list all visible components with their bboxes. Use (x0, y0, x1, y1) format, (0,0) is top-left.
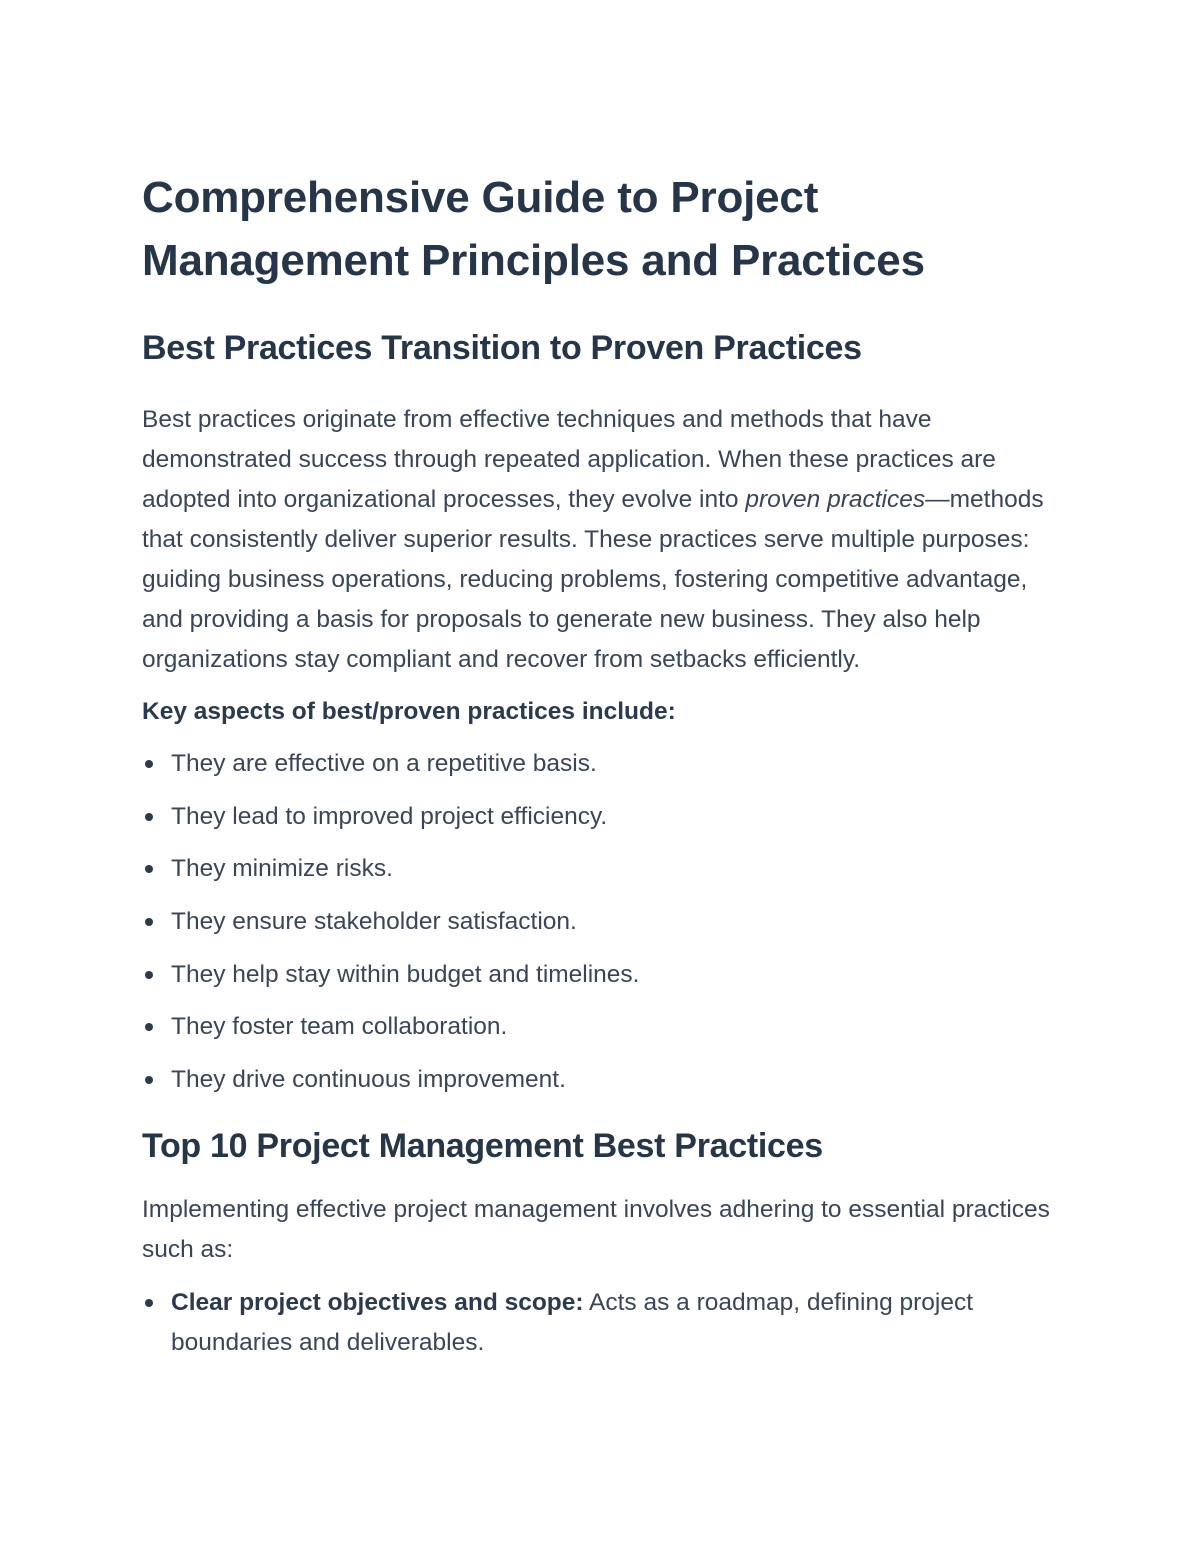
intro-paragraph-start: Best practices originate from effective techniques and methods that have demonstrated success through repeated application. When these practices are adopted into organizational processes, they evolve into (142, 406, 996, 513)
bullet-icon (145, 1299, 153, 1307)
list-item-text: They drive continuous improvement. (171, 1066, 566, 1094)
bullet-icon (145, 813, 153, 821)
list-item (142, 1283, 1072, 1363)
list-item (142, 902, 1072, 942)
key-aspects-list (142, 744, 1072, 1100)
list-item-text: They minimize risks. (171, 855, 393, 883)
bullet-icon (145, 760, 153, 768)
list-item (142, 849, 1072, 889)
list-item (142, 955, 1072, 995)
document-page (142, 166, 1072, 1363)
list-item (142, 1007, 1072, 1047)
bullet-icon (145, 865, 153, 873)
list-item-text: They are effective on a repetitive basis. (171, 750, 597, 777)
bullet-icon (145, 971, 153, 979)
bullet-icon (145, 1023, 153, 1031)
proven-practices-emphasis: proven practices (745, 486, 926, 513)
document-title: Comprehensive Guide to Project Management Principles and Practices (142, 173, 925, 285)
section-heading-proven-practices: Best Practices Transition to Proven Practices (142, 329, 862, 367)
list-item-text: They foster team collaboration. (171, 1013, 508, 1041)
list-item (142, 797, 1072, 837)
practice-label: Clear project objectives and scope: (171, 1289, 584, 1317)
intro-paragraph-end: —methods that consistently deliver superior results. These practices serve multiple purposes: guiding business operations, reducing problems, fostering competitive advantage, and providing a basis for proposals to generate new business. They also help organizations stay compliant and recover from setbacks efficiently. (142, 486, 1044, 673)
list-item-text: They lead to improved project efficiency. (171, 802, 608, 830)
practice-text: Acts as a roadmap, defining project boundaries and deliverables. (171, 1289, 974, 1357)
top-10-intro-paragraph: Implementing effective project management involves adhering to essential practices such as: (142, 1196, 1050, 1264)
list-item-text: They ensure stakeholder satisfaction. (171, 908, 577, 936)
list-item (142, 744, 1072, 784)
list-item (142, 1060, 1072, 1100)
bullet-icon (145, 918, 153, 926)
section-heading-top-10: Top 10 Project Management Best Practices (142, 1127, 823, 1166)
bullet-icon (145, 1076, 153, 1084)
intro-paragraph (142, 400, 1072, 680)
best-practices-list (142, 1283, 1072, 1363)
list-item-text: They help stay within budget and timelines. (171, 960, 640, 988)
key-aspects-heading: Key aspects of best/proven practices include: (142, 698, 676, 725)
